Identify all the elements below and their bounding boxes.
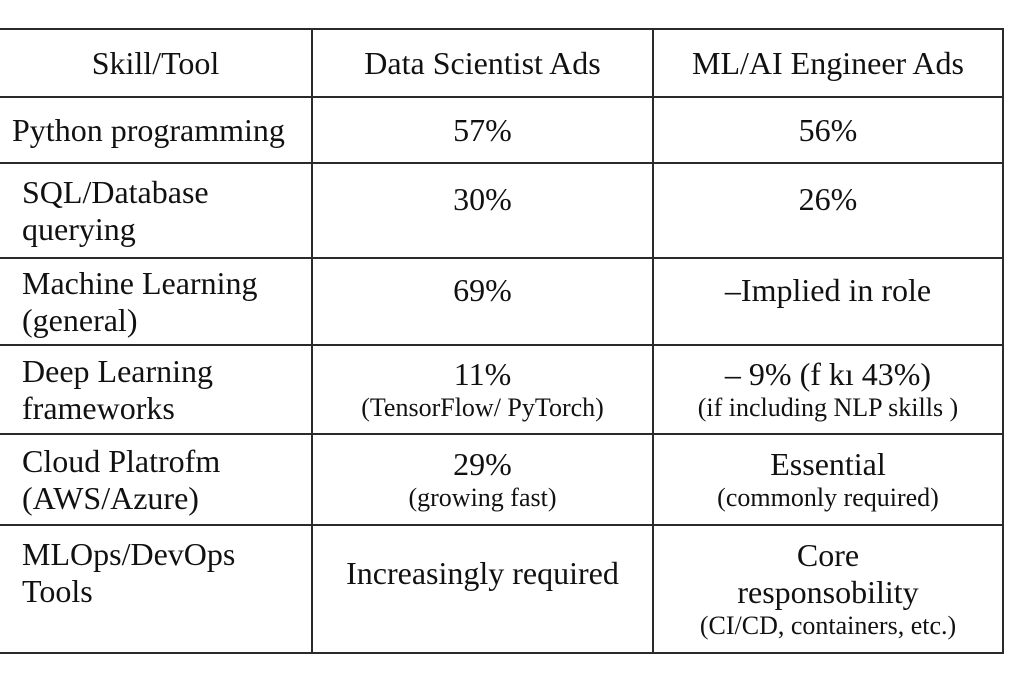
table-row-ds-value xyxy=(313,98,652,162)
table-row-ds-value xyxy=(313,526,652,620)
ds-note: (growing fast) xyxy=(408,482,557,512)
skill-label: (AWS/Azure) xyxy=(22,479,199,516)
ml-note: (if including NLP skills ) xyxy=(697,392,959,422)
header-ml-ai-engineer xyxy=(654,30,1002,96)
table-row-skill xyxy=(12,98,312,162)
table-row-ml-value xyxy=(654,435,1002,524)
table-row-ds-value xyxy=(313,346,652,433)
table-row-ds-value xyxy=(313,435,652,524)
ds-value: 69% xyxy=(453,271,512,308)
table-row-skill xyxy=(22,435,311,524)
table-rule xyxy=(1002,28,1004,654)
table-row-ml-value xyxy=(654,346,1002,433)
skill-label: MLOps/DevOps xyxy=(22,536,236,573)
ds-value: 11% xyxy=(453,356,512,393)
table-row-skill xyxy=(22,259,311,344)
ml-value: –Implied in role xyxy=(724,271,932,308)
table-row-ml-value xyxy=(654,259,1002,321)
table-row-ml-value xyxy=(654,98,1002,162)
header-label: ML/AI Engineer Ads xyxy=(692,44,964,81)
table-row-skill xyxy=(22,164,311,257)
table-row-ml-value xyxy=(654,164,1002,234)
ml-value: responsobility xyxy=(737,574,919,611)
ml-note: (commonly required) xyxy=(717,482,939,512)
skill-label: Cloud Platrofm xyxy=(22,442,221,479)
ml-value: 26% xyxy=(798,180,858,217)
skill-label: Deep Learning xyxy=(22,352,214,389)
ds-value: Increasingly required xyxy=(346,554,619,591)
skill-label: Tools xyxy=(22,573,93,609)
ml-value: Essential xyxy=(770,446,886,483)
table-row-ds-value xyxy=(313,164,652,234)
header-label: Skill/Tool xyxy=(91,44,220,81)
ds-value: 29% xyxy=(453,446,512,483)
table-row-skill xyxy=(22,526,311,620)
skill-label: (general) xyxy=(22,301,138,338)
skill-label: Machine Learning xyxy=(22,264,258,301)
ds-note: (TensorFlow/ PyTorch) xyxy=(361,392,604,422)
ds-value: 30% xyxy=(453,180,512,217)
ml-value: 56% xyxy=(798,111,858,148)
table-row-skill xyxy=(22,346,311,433)
ml-note: (CI/CD, containers, etc.) xyxy=(699,610,957,640)
skill-label: frameworks xyxy=(22,389,175,426)
table-row-ds-value xyxy=(313,259,652,321)
header-skill-tool xyxy=(0,30,311,96)
ds-value: 57% xyxy=(453,111,512,148)
ml-value: – 9% (f kı 43%) xyxy=(724,356,932,393)
header-label: Data Scientist Ads xyxy=(364,44,601,81)
table-row-ml-value xyxy=(654,526,1002,652)
header-data-scientist xyxy=(313,30,652,96)
table-rule xyxy=(0,652,1004,654)
ml-value: Core xyxy=(796,537,860,574)
skill-label: SQL/Database xyxy=(22,173,209,210)
skill-label: querying xyxy=(22,210,136,247)
skill-label: Python programming xyxy=(12,111,285,148)
